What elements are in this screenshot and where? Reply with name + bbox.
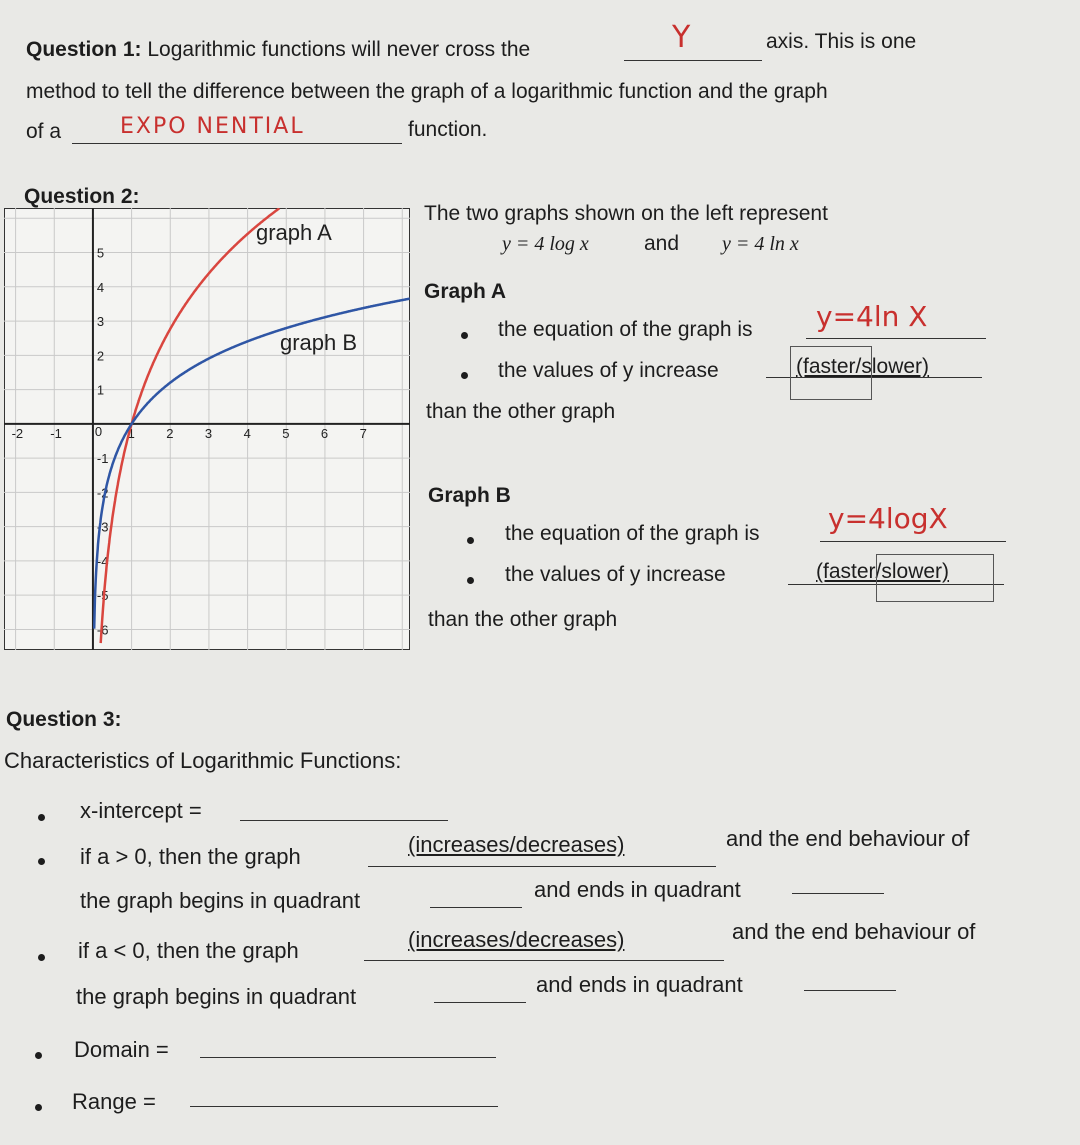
question-1-text: method to tell the difference between the graph of a logarithmic function and the graph: [26, 80, 828, 103]
log-graph: [4, 208, 410, 650]
x-tick-label: 1: [127, 425, 135, 441]
x-tick-label: 3: [204, 425, 213, 441]
question-2-label: Question 2:: [24, 185, 140, 208]
question-1: [26, 38, 530, 62]
graph-b-options: (faster/slower): [816, 560, 950, 583]
question-3-label: Question 3:: [6, 708, 122, 731]
graph-b-handwritten-equation: y=4logX: [828, 502, 948, 535]
circled-answer-slower: [876, 554, 994, 602]
domain-label: Domain =: [74, 1037, 169, 1062]
y-tick-label: -1: [96, 451, 109, 467]
question-1-text: function.: [408, 118, 488, 141]
a-negative-begin: the graph begins in quadrant: [76, 984, 357, 1009]
y-tick-label: -2: [96, 485, 109, 501]
a-negative-begin-blank[interactable]: [434, 1002, 526, 1003]
handwritten-answer-function: EXPO NENTIAL: [120, 114, 305, 139]
answer-blank-function[interactable]: [72, 143, 402, 144]
a-positive-text: if a > 0, then the graph: [80, 844, 301, 869]
x-tick-label: 5: [282, 425, 290, 441]
bullet: [461, 372, 468, 379]
bullet: [38, 858, 45, 865]
a-negative-text: if a < 0, then the graph: [78, 938, 299, 963]
y-tick-label: 4: [96, 279, 105, 295]
y-tick-label: 3: [96, 314, 105, 330]
x-tick-label: 2: [166, 425, 174, 441]
bullet: [467, 577, 474, 584]
range-label: Range =: [72, 1089, 156, 1114]
graph-a-equation-blank[interactable]: [806, 338, 986, 339]
y-tick-label: 1: [96, 382, 105, 398]
bullet: [461, 332, 468, 339]
equation-ln: y = 4 ln x: [722, 233, 799, 255]
graph-a-label: graph A: [256, 220, 332, 245]
y-tick-label: 2: [96, 348, 105, 364]
a-positive-begin-blank[interactable]: [430, 907, 522, 908]
graph-a-tail: than the other graph: [426, 400, 616, 423]
bullet: [38, 814, 45, 821]
graph-a-equation-prompt: the equation of the graph is: [498, 318, 753, 341]
a-positive-end-blank[interactable]: [792, 893, 884, 894]
a-positive-begin: the graph begins in quadrant: [80, 888, 361, 913]
a-negative-end: and ends in quadrant: [536, 972, 743, 997]
a-negative-options: (increases/decreases): [408, 927, 625, 952]
graph-a-increase-prompt: the values of y increase: [498, 359, 719, 382]
circled-answer-faster: [790, 346, 872, 400]
answer-blank-axis[interactable]: [624, 60, 762, 61]
question-2-intro: The two graphs shown on the left represent: [424, 202, 828, 225]
handwritten-answer-axis: Y: [672, 20, 691, 55]
question-1-label: Question 1:: [26, 38, 142, 61]
a-negative-text: and the end behaviour of: [732, 919, 976, 944]
bullet: [467, 537, 474, 544]
graph-b-equation-prompt: the equation of the graph is: [505, 522, 760, 545]
graph-b-tail: than the other graph: [428, 608, 618, 631]
range-blank[interactable]: [190, 1106, 498, 1107]
graph-b-increase-prompt: the values of y increase: [505, 563, 726, 586]
x-intercept-blank[interactable]: [240, 820, 448, 821]
a-negative-blank[interactable]: [364, 960, 724, 961]
y-tick-label: 5: [96, 245, 105, 261]
x-tick-label: 6: [320, 425, 329, 441]
x-tick-label: 7: [359, 425, 367, 441]
graph-b-equation-blank[interactable]: [820, 541, 1006, 542]
x-intercept-label: x-intercept =: [80, 798, 202, 823]
graph-a-heading: Graph A: [424, 280, 507, 303]
bullet: [38, 954, 45, 961]
a-positive-options: (increases/decreases): [408, 832, 625, 857]
a-positive-end: and ends in quadrant: [534, 877, 741, 902]
graph-b-heading: Graph B: [428, 484, 511, 507]
x-tick-label: -2: [11, 425, 24, 441]
graph-a-options: (faster/slower): [796, 355, 930, 378]
y-tick-label: -3: [96, 519, 109, 535]
domain-blank[interactable]: [200, 1057, 496, 1058]
x-tick-label: -1: [50, 425, 62, 441]
a-positive-blank[interactable]: [368, 866, 716, 867]
a-negative-end-blank[interactable]: [804, 990, 896, 991]
question-1-text: axis. This is one: [766, 30, 917, 53]
origin-label: 0: [94, 423, 103, 439]
y-tick-label: -5: [96, 588, 109, 604]
y-tick-label: -6: [96, 622, 109, 638]
graph-a-handwritten-equation: y=4ln X: [816, 300, 928, 333]
bullet: [35, 1052, 42, 1059]
x-tick-label: 4: [243, 425, 251, 441]
question-3-subtitle: Characteristics of Logarithmic Functions:: [4, 748, 402, 773]
y-tick-label: -4: [96, 553, 109, 569]
a-positive-text: and the end behaviour of: [726, 826, 970, 851]
and-text: and: [644, 232, 680, 255]
question-1-text: Logarithmic functions will never cross the: [147, 38, 531, 61]
equation-log: y = 4 log x: [502, 233, 589, 255]
bullet: [35, 1104, 42, 1111]
question-1-text: of a: [26, 120, 62, 143]
graph-b-label: graph B: [280, 330, 358, 355]
